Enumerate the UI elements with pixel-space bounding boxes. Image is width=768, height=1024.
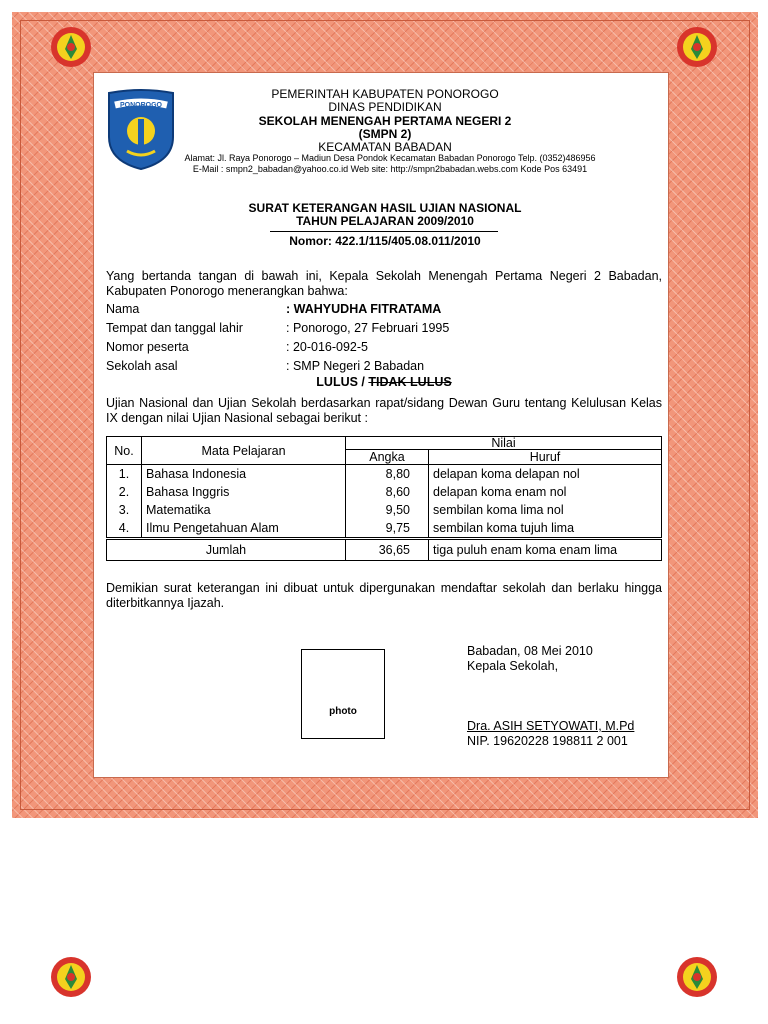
document-year: TAHUN PELAJARAN 2009/2010	[296, 214, 474, 228]
grades-table	[106, 436, 662, 561]
cell-subject: Bahasa Indonesia	[142, 465, 346, 484]
cell-huruf: sembilan koma lima nol	[429, 501, 662, 519]
field-value-birth: : Ponorogo, 27 Februari 1995	[286, 321, 450, 335]
corner-emblem-icon	[674, 954, 720, 1000]
photo-placeholder	[301, 649, 385, 739]
header-district: KECAMATAN BABADAN	[318, 140, 452, 154]
header-no: No.	[107, 437, 142, 465]
field-value-name: : WAHYUDHA FITRATAMA	[286, 302, 442, 316]
intro-paragraph: Yang bertanda tangan di bawah ini, Kepala Sekolah Menengah Pertama Negeri 2 Babadan, Kabupaten Ponorogo menerangkan bahwa:	[106, 269, 662, 298]
signature-name: Dra. ASIH SETYOWATI, M.Pd	[467, 719, 635, 733]
field-label: Nama	[106, 302, 140, 316]
corner-emblem-icon	[674, 24, 720, 70]
corner-emblem-icon	[48, 954, 94, 1000]
cell-no: 2.	[107, 483, 142, 501]
cell-angka: 9,75	[346, 519, 429, 539]
table-total-row	[107, 539, 662, 561]
cell-angka: 8,60	[346, 483, 429, 501]
header-subject: Mata Pelajaran	[142, 437, 346, 465]
cell-huruf: sembilan koma tujuh lima	[429, 519, 662, 539]
title-divider	[270, 231, 498, 232]
photo-label: photo	[329, 706, 357, 717]
header-nilai: Nilai	[346, 437, 662, 450]
document-title: SURAT KETERANGAN HASIL UJIAN NASIONAL	[248, 201, 522, 215]
header-angka: Angka	[346, 450, 429, 465]
header-school: SEKOLAH MENENGAH PERTAMA NEGERI 2	[258, 114, 512, 128]
cell-huruf: delapan koma delapan nol	[429, 465, 662, 484]
status-pass: LULUS /	[316, 375, 369, 389]
header-huruf: Huruf	[429, 450, 662, 465]
field-label: Sekolah asal	[106, 359, 178, 373]
field-label: Nomor peserta	[106, 340, 189, 354]
cell-no: 4.	[107, 519, 142, 539]
header-address: Alamat: Jl. Raya Ponorogo – Madiun Desa Pondok Kecamatan Babadan Ponorogo Telp. (0352)486956	[184, 153, 596, 163]
cell-subject: Ilmu Pengetahuan Alam	[142, 519, 346, 539]
header-school-short: (SMPN 2)	[358, 127, 412, 141]
cell-total-huruf: tiga puluh enam koma enam lima	[429, 539, 662, 561]
pass-status	[0, 375, 768, 389]
table-row	[107, 501, 662, 519]
cell-angka: 8,80	[346, 465, 429, 484]
status-fail-struck: TIDAK LULUS	[368, 375, 452, 389]
header-government: PEMERINTAH KABUPATEN PONOROGO	[271, 87, 499, 101]
field-value-school: : SMP Negeri 2 Babadan	[286, 359, 425, 373]
table-header-row	[107, 437, 662, 450]
cell-no: 1.	[107, 465, 142, 484]
table-row	[107, 483, 662, 501]
cell-angka: 9,50	[346, 501, 429, 519]
closing-paragraph: Demikian surat keterangan ini dibuat untuk dipergunakan mendaftar sekolah dan berlaku hingga diterbitkannya Ijazah.	[106, 581, 662, 610]
cell-total-label: Jumlah	[107, 539, 346, 561]
document-number: Nomor: 422.1/115/405.08.011/2010	[289, 234, 481, 248]
signature-position: Kepala Sekolah,	[467, 659, 559, 673]
cell-subject: Bahasa Inggris	[142, 483, 346, 501]
table-row	[107, 465, 662, 484]
table-row	[107, 519, 662, 539]
header-email: E-Mail : smpn2_babadan@yahoo.co.id Web site: http://smpn2babadan.webs.com Kode Pos 63491	[192, 164, 588, 174]
field-label: Tempat dan tanggal lahir	[106, 321, 243, 335]
exam-paragraph: Ujian Nasional dan Ujian Sekolah berdasarkan rapat/sidang Dewan Guru tentang Kelulusan Kelas IX dengan nilai Ujian Nasional sebagai berikut :	[106, 396, 662, 425]
cell-subject: Matematika	[142, 501, 346, 519]
cell-no: 3.	[107, 501, 142, 519]
cell-total-angka: 36,65	[346, 539, 429, 561]
cell-huruf: delapan koma enam nol	[429, 483, 662, 501]
corner-emblem-icon	[48, 24, 94, 70]
field-value-number: : 20-016-092-5	[286, 340, 369, 354]
signature-place-date: Babadan, 08 Mei 2010	[467, 644, 593, 658]
svg-text:PONOROGO: PONOROGO	[119, 102, 163, 109]
signature-nip: NIP. 19620228 198811 2 001	[467, 734, 628, 748]
header-department: DINAS PENDIDIKAN	[328, 100, 442, 114]
